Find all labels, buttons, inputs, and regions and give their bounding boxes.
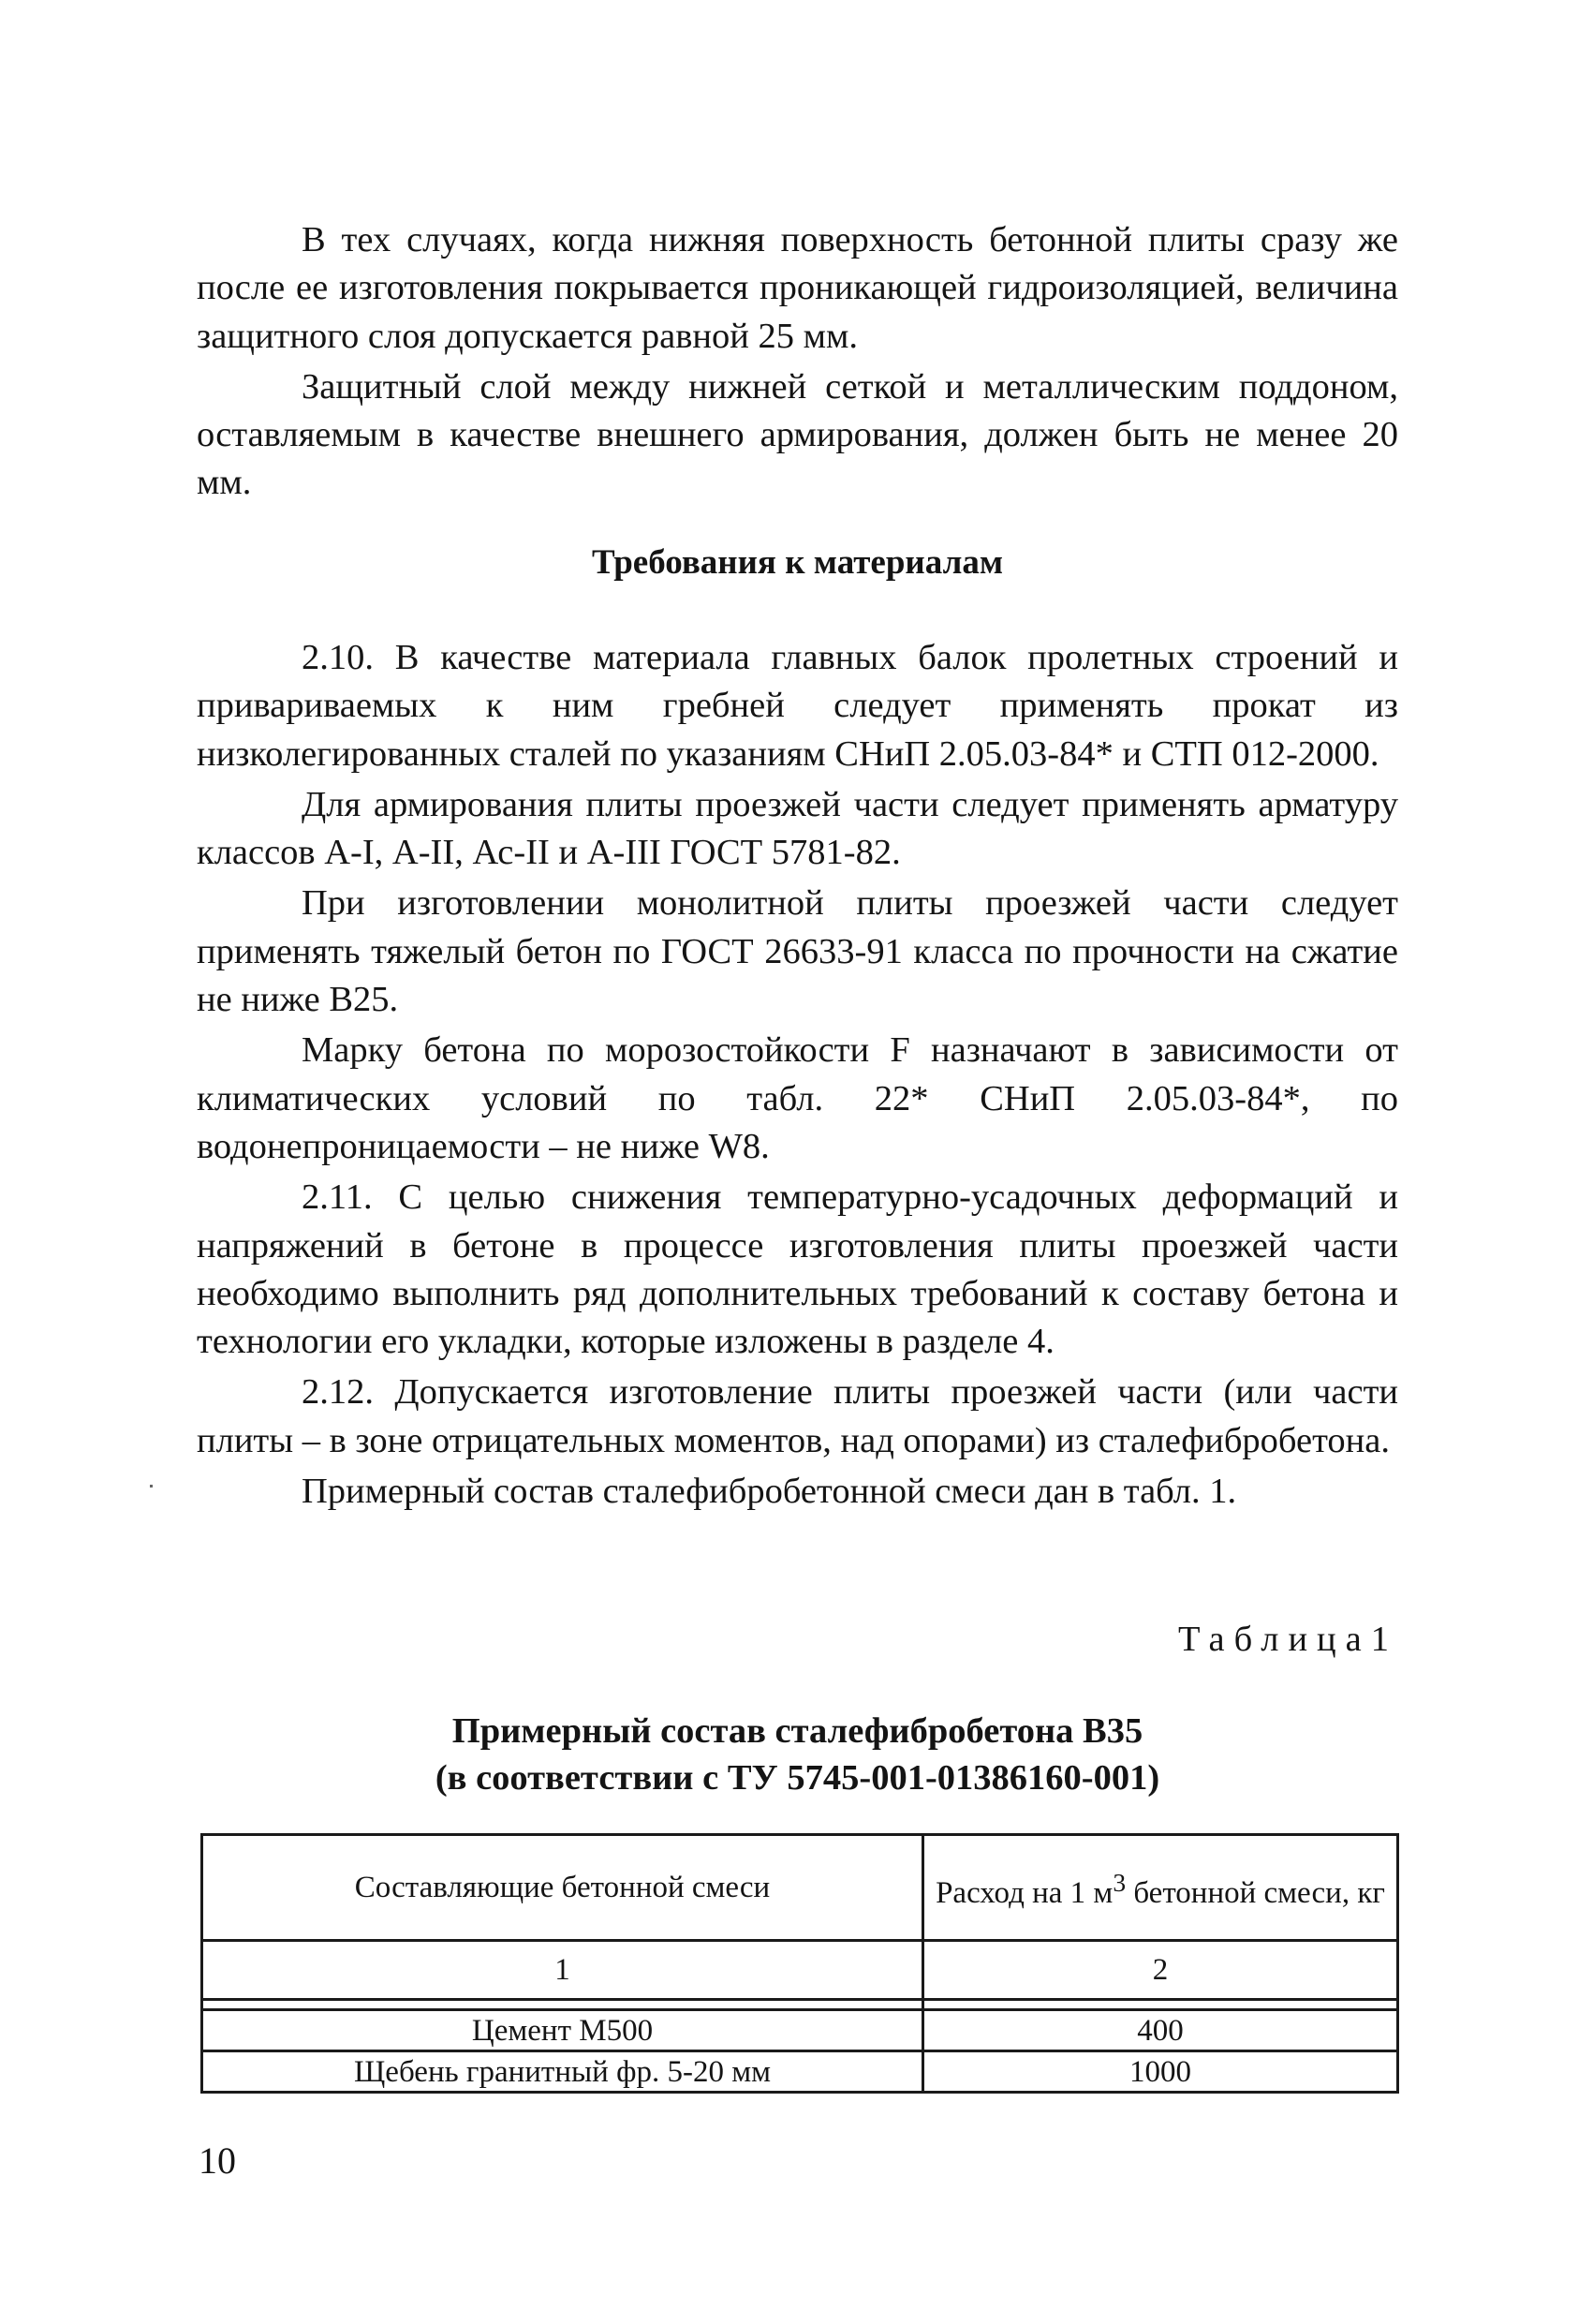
table-spacer-row — [202, 2000, 1398, 2010]
section-heading: Требования к материалам — [591, 543, 1004, 582]
paragraph-2-11: 2.11. С целью снижения температурно-усадочных деформаций и напряжений в бетоне в процессе изготовления плиты проезжей части необходимо выполнить ряд дополнительных требований к составу бетона и технологии его укладки, которые изложены в разделе 4. — [197, 1177, 1398, 1362]
intro-text-block — [197, 216, 1398, 508]
table-column-numbers — [202, 1941, 1398, 2000]
cell-component: Щебень гранитный фр. 5-20 мм — [202, 2051, 923, 2093]
paragraph-2-10: 2.10. В качестве материала главных балок пролетных строений и привариваемых к ним гребней следует применять прокат из низколегированных сталей по указаниям СНиП 2.05.03-84* и СТП 012-2000. — [197, 638, 1398, 774]
paragraph-frost-resistance: Марку бетона по морозостойкости F назначают в зависимости от климатических условий по табл. 22* СНиП 2.05.03-84*, по водонепроницаемости – не ниже W8. — [197, 1030, 1398, 1166]
column-number-1: 1 — [202, 1941, 923, 2000]
paragraph-2-12: 2.12. Допускается изготовление плиты проезжей части (или части плиты – в зоне отрицательных моментов, над опорами) из сталефибробетона. — [197, 1372, 1398, 1460]
paragraph-protective-layer-25: В тех случаях, когда нижняя поверхность бетонной плиты сразу же после ее изготовления покрывается проникающей гидроизоляцией, величина защитного слоя допускается равной 25 мм. — [197, 220, 1398, 356]
table-title-line-2: (в соответствии с ТУ 5745-001-01386160-001) — [435, 1758, 1160, 1798]
paragraph-concrete-class: При изготовлении монолитной плиты проезжей части следует применять тяжелый бетон по ГОСТ 26633-91 класса по прочности на сжатие не ниже В25. — [197, 883, 1398, 1020]
table-title — [197, 1708, 1398, 1801]
table-title-line-1: Примерный состав сталефибробетона В35 — [451, 1711, 1143, 1751]
cell-amount: 1000 — [923, 2051, 1398, 2093]
cell-component: Цемент М500 — [202, 2010, 923, 2051]
table-header-row — [202, 1835, 1398, 1941]
mix-composition-table — [200, 1833, 1399, 2094]
table-row — [202, 2051, 1398, 2093]
header-consumption: Расход на 1 $м^3$ бетонной смеси, кг — [923, 1835, 1398, 1941]
header-component: Составляющие бетонной смеси — [202, 1835, 923, 1941]
materials-text-block — [197, 634, 1398, 1516]
cell-amount: 400 — [923, 2010, 1398, 2051]
column-number-2: 2 — [923, 1941, 1398, 2000]
page-number: 10 — [199, 2139, 236, 2182]
paragraph-reinforcement: Для армирования плиты проезжей части следует применять арматуру классов А-I, А-II, Ас-II и А-III ГОСТ 5781-82. — [197, 784, 1398, 873]
paragraph-table-reference: Примерный состав сталефибробетонной смеси дан в табл. 1. — [302, 1472, 1237, 1512]
table-row — [202, 2010, 1398, 2051]
paragraph-protective-layer-20: Защитный слой между нижней сеткой и металлическим поддоном, оставляемым в качестве внешнего армирования, должен быть не менее 20 мм. — [197, 366, 1398, 503]
cubic-superscript: 3 — [1113, 1867, 1127, 1897]
table-label: Таблица1 — [1177, 1620, 1398, 1659]
scan-speck — [150, 1485, 153, 1488]
